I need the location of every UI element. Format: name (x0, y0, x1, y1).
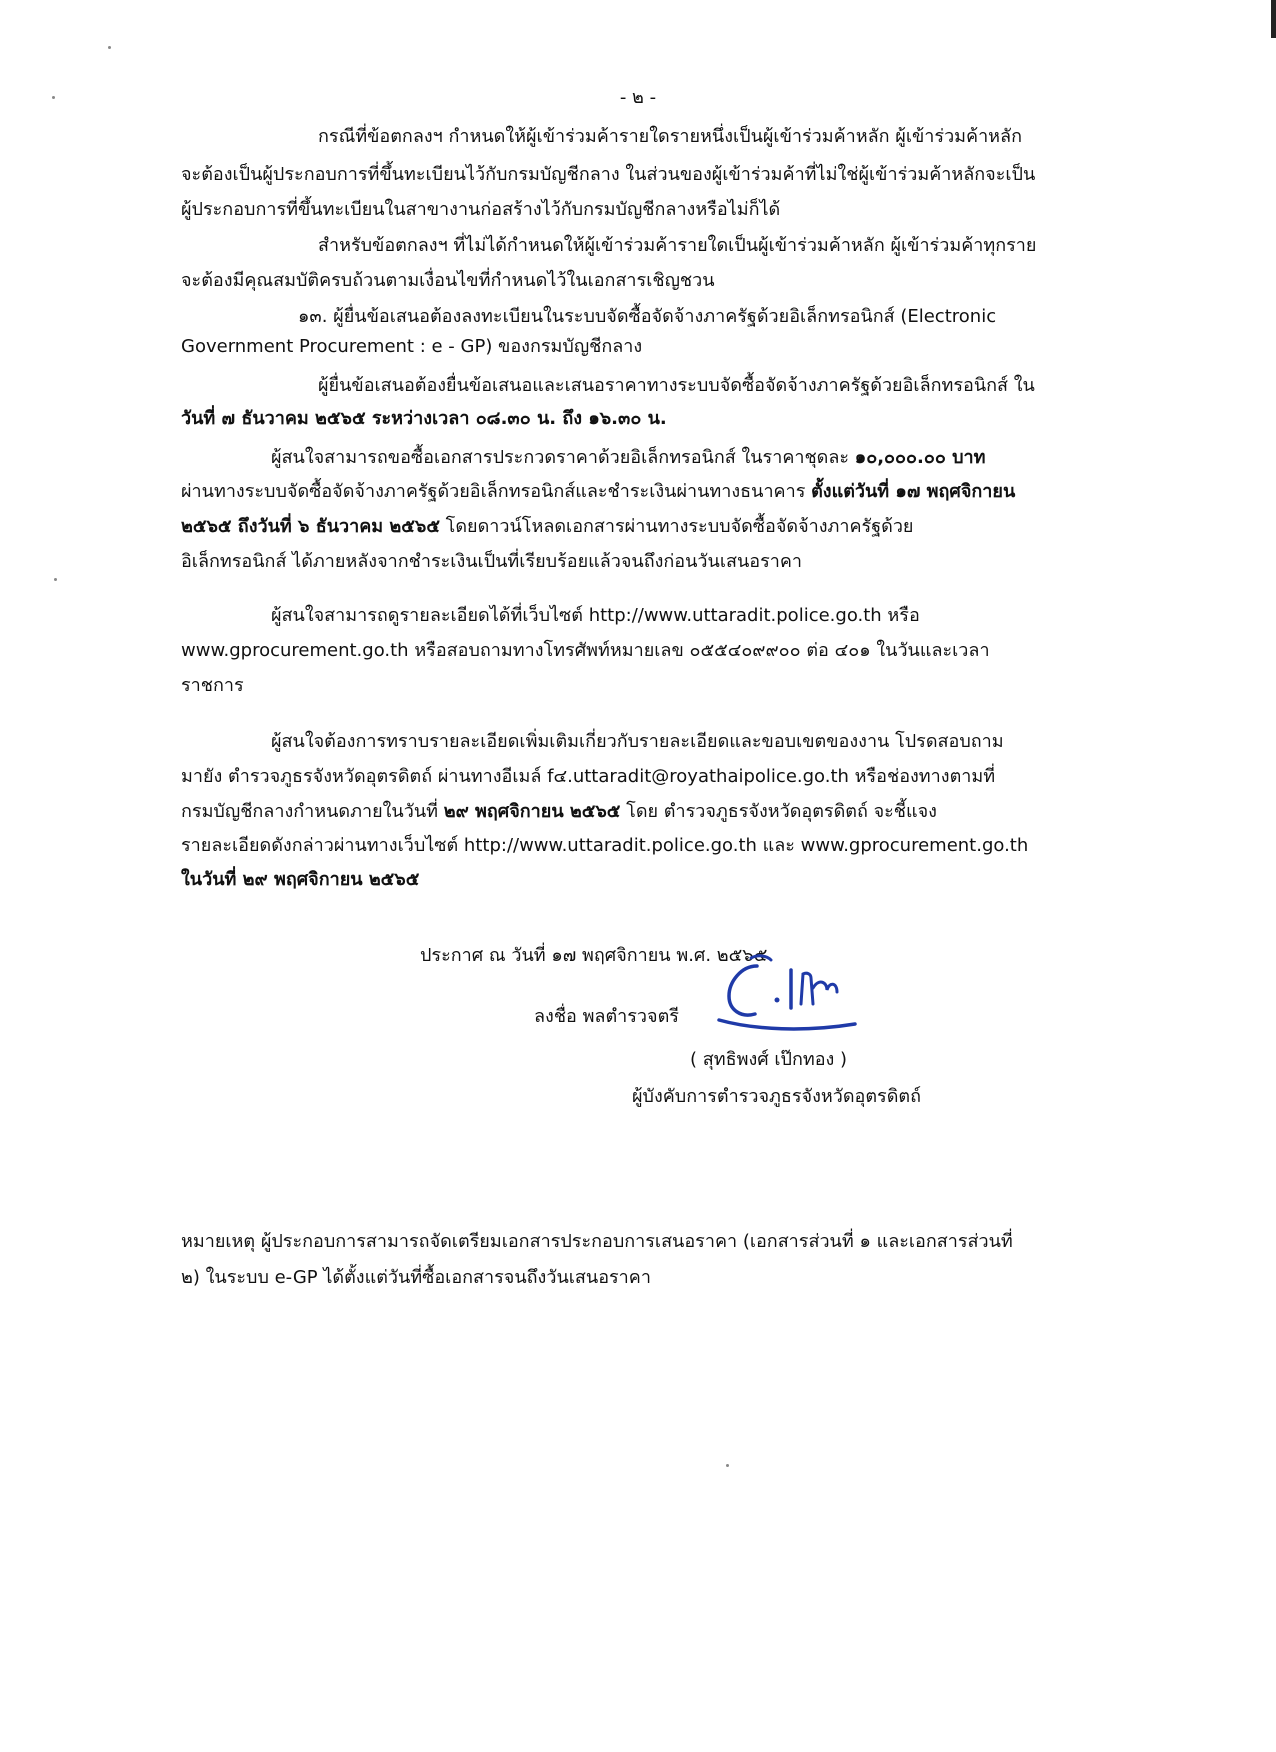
para5-line3-text: โดยดาวน์โหลดเอกสารผ่านทางระบบจัดซื้อจัดจ้างภาครัฐด้วย (439, 516, 914, 537)
para6-line3: ราชการ (181, 675, 244, 696)
para3-line2: Government Procurement : e - GP) ของกรมบัญชีกลาง (181, 336, 643, 357)
para1-line3: ผู้ประกอบการที่ขึ้นทะเบียนในสาขางานก่อสร้างไว้กับกรมบัญชีกลางหรือไม่ก็ได้ (181, 199, 781, 220)
para7-line5 (181, 863, 419, 897)
para6-line1: ผู้สนใจสามารถดูรายละเอียดได้ที่เว็บไซต์ http://www.uttaradit.police.go.th หรือ (271, 605, 920, 626)
scan-speck (54, 578, 57, 581)
para5-line3 (181, 510, 913, 544)
para4-line1: ผู้ยื่นข้อเสนอต้องยื่นข้อเสนอและเสนอราคาทางระบบจัดซื้อจัดจ้างภาครัฐด้วยอิเล็กทรอนิกส์ ใน (318, 375, 1035, 396)
bid-date-time: วันที่ ๗ ธันวาคม ๒๕๖๕ ระหว่างเวลา ๐๘.๓๐ น. ถึง ๑๖.๓๐ น. (181, 408, 667, 429)
para7-line5-prefix: ในวันที่ (181, 869, 243, 890)
para5-line2 (181, 475, 1015, 509)
sale-end-date: ๒๕๖๕ ถึงวันที่ ๖ ธันวาคม ๒๕๖๕ (181, 516, 440, 537)
para3-line1: ๑๓. ผู้ยื่นข้อเสนอต้องลงทะเบียนในระบบจัดซื้อจัดจ้างภาครัฐด้วยอิเล็กทรอนิกส์ (Electronic (298, 306, 997, 327)
para7-line3 (181, 795, 937, 829)
page-number: - ๒ - (619, 87, 657, 108)
signed-by-label: ลงชื่อ พลตำรวจตรี (534, 1006, 679, 1027)
para5-line1 (271, 441, 985, 475)
para1-line1: กรณีที่ข้อตกลงฯ กำหนดให้ผู้เข้าร่วมค้ารายใดรายหนึ่งเป็นผู้เข้าร่วมค้าหลัก ผู้เข้าร่วมค้าหลัก (318, 126, 1022, 147)
para1-line2: จะต้องเป็นผู้ประกอบการที่ขึ้นทะเบียนไว้กับกรมบัญชีกลาง ในส่วนของผู้เข้าร่วมค้าที่ไม่ใช่ผู้เข้าร่วมค้าหลักจะเป็น (181, 164, 1036, 185)
para5-line1-text: ผู้สนใจสามารถขอซื้อเอกสารประกวดราคาด้วยอิเล็กทรอนิกส์ ในราคาชุดละ (271, 447, 855, 468)
note-line2: ๒) ในระบบ e-GP ได้ตั้งแต่วันที่ซื้อเอกสารจนถึงวันเสนอราคา (181, 1267, 651, 1288)
clarification-date: ๒๙ พฤศจิกายน ๒๕๖๕ (242, 869, 420, 890)
scan-edge-mark (1271, 0, 1276, 38)
signer-name: ( สุทธิพงศ์ เป๊กทอง ) (690, 1049, 848, 1070)
para5-line4: อิเล็กทรอนิกส์ ได้ภายหลังจากชำระเงินเป็นที่เรียบร้อยแล้วจนถึงก่อนวันเสนอราคา (181, 551, 802, 572)
signer-title: ผู้บังคับการตำรวจภูธรจังหวัดอุตรดิตถ์ (632, 1086, 921, 1107)
signature-image (715, 948, 863, 1038)
scan-speck (108, 46, 111, 49)
para7-line3-text-c: โดย ตำรวจภูธรจังหวัดอุตรดิตถ์ จะชี้แจง (620, 801, 937, 822)
para7-line1: ผู้สนใจต้องการทราบรายละเอียดเพิ่มเติมเกี่ยวกับรายละเอียดและขอบเขตของงาน โปรดสอบถาม (271, 731, 1004, 752)
note-line1: หมายเหตุ ผู้ประกอบการสามารถจัดเตรียมเอกสารประกอบการเสนอราคา (เอกสารส่วนที่ ๑ และเอกสารส่วนที่ (181, 1231, 1013, 1252)
para7-line4: รายละเอียดดังกล่าวผ่านทางเว็บไซต์ http://www.uttaradit.police.go.th และ www.gprocurement.go.th (181, 835, 1029, 856)
clarification-deadline: ๒๙ พฤศจิกายน ๒๕๖๕ (443, 801, 621, 822)
para4-line2 (181, 402, 667, 436)
para7-line3-text-a: กรมบัญชีกลางกำหนดภายในวันที่ (181, 801, 444, 822)
scan-speck (726, 1464, 729, 1467)
announcement-date: ประกาศ ณ วันที่ ๑๗ พฤศจิกายน พ.ศ. ๒๕๖๕ (420, 945, 768, 966)
para2-line1: สำหรับข้อตกลงฯ ที่ไม่ได้กำหนดให้ผู้เข้าร่วมค้ารายใดเป็นผู้เข้าร่วมค้าหลัก ผู้เข้าร่วมค้าทุกราย (318, 235, 1037, 256)
para7-line2: มายัง ตำรวจภูธรจังหวัดอุตรดิตถ์ ผ่านทางอีเมล์ f๔.uttaradit@royathaipolice.go.th หรือช่องทางตามที่ (181, 766, 996, 787)
para5-line2-text: ผ่านทางระบบจัดซื้อจัดจ้างภาครัฐด้วยอิเล็กทรอนิกส์และชำระเงินผ่านทางธนาคาร (181, 481, 812, 502)
para6-line2: www.gprocurement.go.th หรือสอบถามทางโทรศัพท์หมายเลข ๐๕๕๔๐๙๙๐๐ ต่อ ๔๐๑ ในวันและเวลา (181, 640, 990, 661)
document-price: ๑๐,๐๐๐.๐๐ บาท (854, 447, 986, 468)
para2-line2: จะต้องมีคุณสมบัติครบถ้วนตามเงื่อนไขที่กำหนดไว้ในเอกสารเชิญชวน (181, 270, 715, 291)
sale-start-date: ตั้งแต่วันที่ ๑๗ พฤศจิกายน (811, 481, 1016, 502)
